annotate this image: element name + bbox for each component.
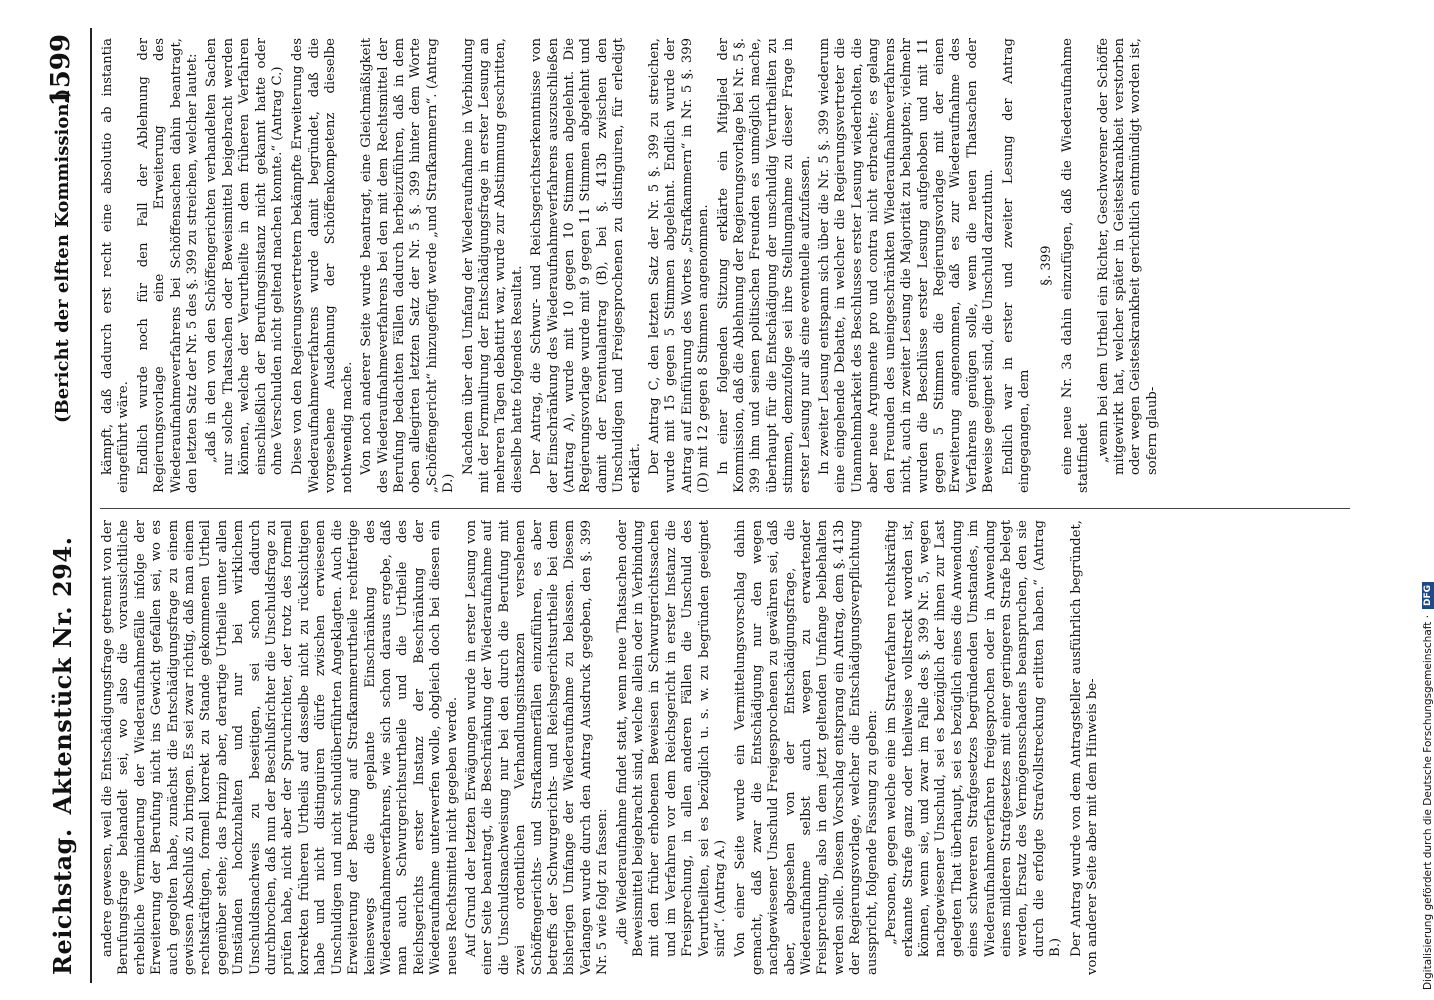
right-paragraph: In einer folgenden Sitzung erklärte ein Mitglied der Kommission, daß die Ablehnung der Regierungsvorlage bei Nr. 5 §. 399 ihm und seinen politischen Freunden es unmöglich mache, überhaupt für die Entschädigung der unschuldig Verurtheilten zu stimmen, demzufolge sei ihre Stellungnahme zu dieser Frage in erster Lesung nur als eine eventuelle aufzufassen. bbox=[715, 38, 813, 493]
left-quote: „Personen, gegen welche eine im Strafverfahren rechtskräftig erkannte Strafe ganz oder theilweise vollstreckt worden ist, können, wenn sie, und zwar im Falle des §. 399 Nr. 5, wegen nachgewiesener Unschuld, sei es bezüglich der ihnen zur Last gelegten That überhaupt, sei es bezüglich eines die Anwendung eines schwereren Strafgesetzes begründenden Umstandes, im Wiederaufnahmeverfahren freigesprochen oder in Anwendung eines milderen Strafgesetzes mit einer geringeren Strafe belegt werden, Ersatz des Vermögensschadens beanspruchen, den sie durch die erfolgte Strafvollstreckung erlitten haben.“ (Antrag B.) bbox=[884, 520, 1064, 957]
right-paragraph: Der Antrag C, den letzten Satz der Nr. 5 §. 399 zu streichen, wurde mit 15 gegen 5 Stimmen abgelehnt. Endlich wurde der Antrag auf Einführung des Wortes „Strafkammern“ in Nr. 5 §. 399 (D) mit 12 gegen 8 Stimmen angenommen. bbox=[647, 38, 712, 493]
page-header bbox=[42, 28, 92, 983]
right-quote: „wenn bei dem Urtheil ein Richter, Geschworener oder Schöffe mitgewirkt hat, welcher später in Geisteskrankheit verstorben oder wegen Geisteskrankheit gerichtlich entmündigt worden ist, sofern glaub- bbox=[1095, 38, 1160, 475]
document-page bbox=[42, 28, 1412, 983]
right-paragraph: In zweiter Lesung entspann sich über die Nr. 5 §. 399 wiederum eine eingehende Debatte, in welcher die Regierungsvertreter die Unannehmbarkeit des Beschlusses erster Lesung wiederholten, die aber neue Argumente pro und contra nicht erbrachte; es gelang den Freunden des uneingeschränkten Wiederaufnahmeverfahrens nicht, auch in zweiter Lesung die Majorität zu behaupten; vielmehr wurden die Beschlüsse erster Lesung aufgehoben und mit 11 gegen 5 Stimmen die Regierungsvorlage mit der einen Erweiterung angenommen, daß es zur Wiederaufnahme des Verfahrens genügen solle, wenn die neuen Thatsachen oder Beweise geeignet sind, die Unschuld darzuthun. bbox=[817, 38, 997, 493]
right-column bbox=[100, 38, 1400, 493]
rotated-page-content bbox=[42, 28, 1412, 983]
column-divider bbox=[100, 508, 1350, 509]
funding-credit: Digitalisierung gefördert durch die Deutsche Forschungsgemeinschaft · bbox=[1422, 614, 1434, 990]
header-title bbox=[48, 537, 77, 975]
right-paragraph: Von noch anderer Seite wurde beantragt, eine Gleichmäßigkeit des Wiederaufnahmeverfahrens bei den mit dem Rechtsmittel der Berufung bedachten Fällen dadurch herbeizuführen, daß in dem oben allegirten letzten Satz der Nr. 5 §. 399 hinter dem Worte „Schöffengericht“ hinzugefügt werde „und Strafkammern“. (Antrag D.) bbox=[359, 38, 457, 493]
right-paragraph: kämpft, daß dadurch erst recht eine absolutio ab instantia eingeführt wäre. bbox=[100, 38, 132, 493]
text-columns bbox=[100, 28, 1400, 983]
dfg-logo: DFG bbox=[1422, 582, 1434, 609]
header-document-number: Aktenstück Nr. 294. bbox=[48, 536, 77, 815]
left-paragraph: Auf Grund der letzten Erwägungen wurde in erster Lesung von einer Seite beantragt, die Beschränkung der Wiederaufnahme auf die Unschuldsnachweisung nur bei den durch die Berufung mit zwei ordentlichen Verhandlungsinstanzen versehenen Schöffengerichts- und Strafkammerfällen einzuführen, es aber betreffs der Schwurgerichts- und Reichsgerichtsurtheile bei dem bisherigen Umfange der Wiederaufnahme zu belassen. Diesem Verlangen wurde durch den Antrag Ausdruck gegeben, den §. 399 Nr. 5 wie folgt zu fassen: bbox=[463, 520, 611, 975]
header-reichstag: Reichstag. bbox=[48, 828, 77, 975]
header-report-title: (Bericht der elften Kommission.) bbox=[52, 88, 73, 423]
digitization-note-text bbox=[1420, 10, 1434, 990]
right-paragraph: eine neue Nr. 3a dahin einzufügen, daß die Wiederaufnahme stattfindet bbox=[1059, 38, 1092, 493]
left-paragraph: Von einer Seite wurde ein Vermittelungsvorschlag dahin gemacht, daß zwar die Entschädigung nur den wegen nachgewiesener Unschuld Freigesprochenen zu gewähren sei, daß aber, abgesehen von der Entschädigungsfrage, die Wiederaufnahme selbst auch wegen zu erwartender Freisprechung, also in dem jetzt geltenden Umfange beibehalten werden solle. Diesem Vorschlag entsprang ein Antrag, dem §. 413b der Regierungsvorlage, welcher die Entschädigungsverpflichtung ausspricht, folgende Fassung zu geben: bbox=[733, 520, 880, 975]
section-heading: §. 399 bbox=[1039, 245, 1055, 286]
right-paragraph: Nachdem über den Umfang der Wiederaufnahme in Verbindung mit der Formulirung der Entschädigungsfrage in erster Lesung an mehreren Tagen debattirt war, wurde zur Abstimmung geschritten, dieselbe hatte folgendes Resultat. bbox=[460, 38, 525, 493]
right-quote: „daß in den von den Schöffengerichten verhandelten Sachen nur solche Thatsachen oder Beweismittel beigebracht werden können, welche der Verurtheilte in dem früheren Verfahren einschließlich der Berufungsinstanz nicht gekannt hatte oder ohne Verschulden nicht geltend machen konnte.“ (Antrag C.) bbox=[204, 38, 286, 475]
right-paragraph: Diese von den Regierungsvertretern bekämpfte Erweiterung des Wiederaufnahmeverfahrens wurde damit begründet, daß die vorgesehene Ausdehnung der Schöffenkompetenz dieselbe nothwendig mache. bbox=[290, 38, 355, 493]
right-paragraph: Endlich wurde noch für den Fall der Ablehnung der Regierungsvorlage eine Erweiterung des Wiederaufnahmeverfahrens bei Schöffensachen dahin beantragt, den letzten Satz der Nr. 5 des §. 399 zu streichen, welcher lautet: bbox=[135, 38, 201, 493]
left-paragraph: andere gewesen, weil die Entschädigungsfrage getrennt von der Berufungsfrage behandelt sei, wo also die voraussichtliche erhebliche Verminderung der Wiederaufnahmefälle infolge der Erweiterung der Berufung nicht ins Gewicht gefallen sei, wo es auch gegolten habe, zunächst die Entschädigungsfrage zu einem gewissen Abschluß zu bringen. Es sei zwar richtig, daß man einem rechtskräftigen, formell korrekt zu Stande gekommenen Urtheil gegenüber stehe; das Prinzip aber, derartige Urtheile unter allen Umständen hochzuhalten und nur bei wirklichem Unschuldsnachweis zu beseitigen, sei schon dadurch durchbrochen, daß nun der Beschlußrichter die Unschuldsfrage zu prüfen habe, nicht aber der Spruchrichter, der trotz des formell korrekten früheren Urtheils auf dasselbe nicht zu rücksichtigen habe und nicht distinguiren dürfe zwischen erwiesenen Unschuldigen und nicht schuldüberführten Angeklagten. Auch die Erweiterung der Berufung auf Strafkammerurtheile rechtfertige keineswegs die geplante Einschränkung des Wiederaufnahmeverfahrens, wie sich schon daraus ergebe, daß man auch Schwurgerichtsurtheile und die Urtheile des Reichsgerichts erster Instanz der Beschränkung der Wiederaufnahme unterwerfen wolle, obgleich doch bei diesen ein neues Rechtsmittel nicht gegeben werde. bbox=[100, 520, 460, 975]
right-paragraph: Endlich war in erster und zweiter Lesung der Antrag eingegangen, dem bbox=[1000, 38, 1032, 493]
left-paragraph: Der Antrag wurde von dem Antragsteller ausführlich begründet, von anderer Seite aber mit dem Hinweis be- bbox=[1068, 520, 1100, 975]
left-column bbox=[100, 520, 1400, 975]
left-quote: „die Wiederaufnahme findet statt, wenn neue Thatsachen oder Beweismittel beigebracht sind, welche allein oder in Verbindung mit den früher erhobenen Beweisen in Schwurgerichtssachen und im Verfahren vor dem Reichsgericht in erster Instanz die Freisprechung, in allen anderen Fällen die Unschuld des Verurtheilten, sei es bezüglich u. s. w. zu begründen geeignet sind“. (Antrag A.) bbox=[614, 520, 729, 957]
page-number: 1599 bbox=[46, 34, 76, 107]
digitization-note bbox=[1418, 10, 1434, 990]
right-paragraph: Der Antrag, die Schwur- und Reichsgerichtserkenntnisse von der Einschränkung des Wiederaufnahmeverfahrens auszuschließen (Antrag A), wurde mit 10 gegen 10 Stimmen abgelehnt. Die Regierungsvorlage wurde mit 9 gegen 11 Stimmen abgelehnt und damit der Eventualantrag (B), bei §. 413b zwischen den Unschuldigen und Freigesprochenen zu distinguiren, für erledigt erklärt. bbox=[529, 38, 643, 493]
